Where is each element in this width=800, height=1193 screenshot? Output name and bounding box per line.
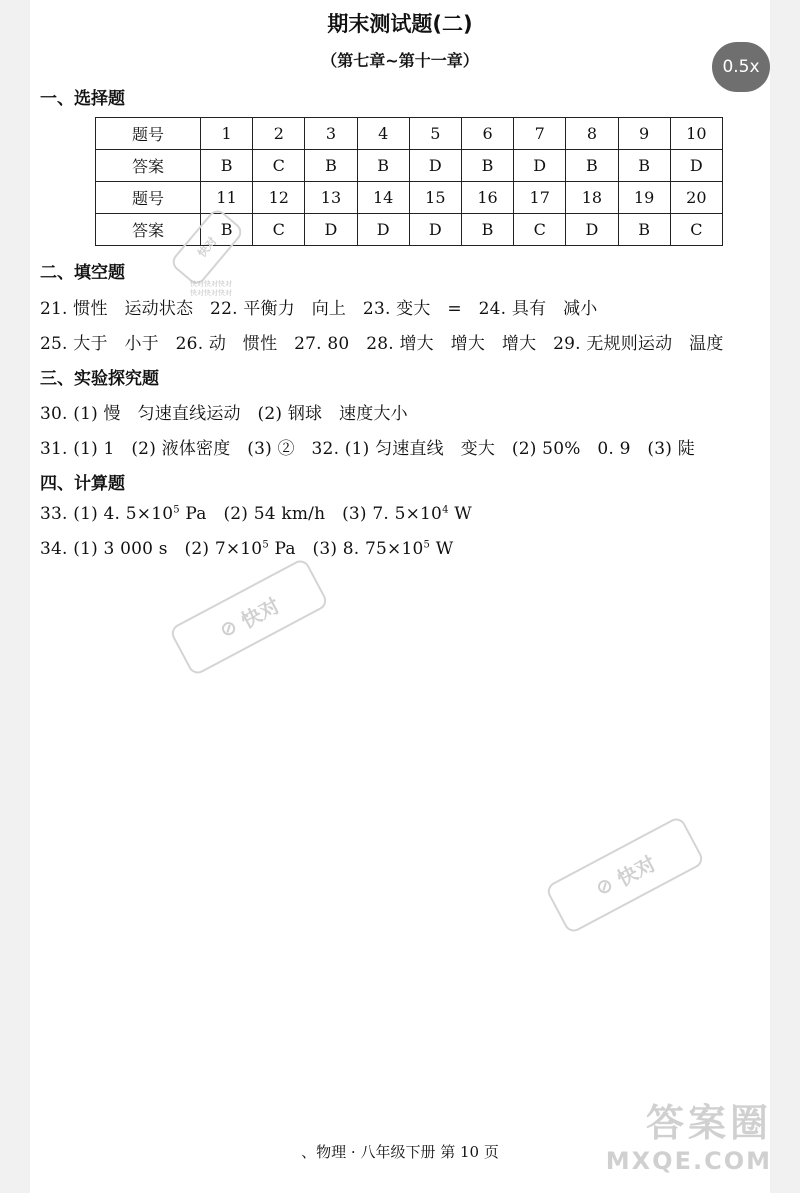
- section-fill: 二、填空题: [40, 263, 125, 283]
- table-cell: 19: [618, 182, 670, 214]
- table-cell: D: [670, 150, 722, 182]
- answer-line-25-29: 25. 大于 小于 26. 动 惯性 27. 80 28. 增大 增大 增大 29. 无规则运动 温度: [40, 334, 724, 354]
- page-footer: 、物理 · 八年级下册 第 10 页: [301, 1143, 499, 1161]
- table-cell: D: [409, 214, 461, 246]
- section-calculation: 四、计算题: [40, 474, 125, 494]
- table-cell: 8: [566, 118, 618, 150]
- table-cell: B: [201, 150, 253, 182]
- zoom-button[interactable]: 0.5x: [712, 42, 770, 92]
- table-cell: C: [253, 150, 305, 182]
- table-cell: D: [305, 214, 357, 246]
- watermark-stamp: ⊘ 快对: [168, 557, 329, 677]
- table-cell: 题号: [96, 118, 201, 150]
- table-cell: 2: [253, 118, 305, 150]
- page-title: 期末测试题(二): [327, 12, 473, 36]
- table-cell: 3: [305, 118, 357, 150]
- table-cell: 1: [201, 118, 253, 150]
- section-choice: 一、选择题: [40, 89, 125, 109]
- table-cell: 6: [461, 118, 513, 150]
- watermark-small-text: 快对快对快对 快对快对快对: [190, 280, 232, 297]
- table-cell: 12: [253, 182, 305, 214]
- table-cell: B: [201, 214, 253, 246]
- watermark-stamp-small: 快对: [169, 206, 246, 287]
- table-row: [96, 182, 723, 214]
- answer-line-33: 33. (1) 4. $5\times 10^5$ Pa (2) 54 km/h (3) 7. $5\times 10^4$ W: [40, 504, 472, 524]
- table-cell: 16: [461, 182, 513, 214]
- table-row: [96, 118, 723, 150]
- table-cell: 7: [514, 118, 566, 150]
- answer-line-34: 34. (1) 3 000 s (2) $7\times 10^5$ Pa (3) 8. $75\times 10^5$ W: [40, 539, 454, 559]
- table-cell: B: [618, 150, 670, 182]
- table-cell: B: [566, 150, 618, 182]
- table-cell: 题号: [96, 182, 201, 214]
- answer-line-21-24: 21. 惯性 运动状态 22. 平衡力 向上 23. 变大 = 24. 具有 减小: [40, 299, 598, 319]
- table-cell: C: [514, 214, 566, 246]
- table-cell: 15: [409, 182, 461, 214]
- answer-table: [95, 117, 723, 246]
- table-cell: 9: [618, 118, 670, 150]
- table-cell: B: [461, 150, 513, 182]
- answer-line-31-32: 31. (1) 1 (2) 液体密度 (3) ② 32. (1) 匀速直线 变大 (2) 50% 0. 9 (3) 陡: [40, 439, 695, 459]
- table-cell: 18: [566, 182, 618, 214]
- answer-line-30: 30. (1) 慢 匀速直线运动 (2) 钢球 速度大小: [40, 404, 408, 424]
- table-cell: C: [253, 214, 305, 246]
- table-cell: 答案: [96, 150, 201, 182]
- table-cell: 11: [201, 182, 253, 214]
- table-row: [96, 150, 723, 182]
- table-cell: 答案: [96, 214, 201, 246]
- left-margin: [0, 0, 30, 1193]
- table-cell: D: [409, 150, 461, 182]
- table-cell: C: [670, 214, 722, 246]
- table-cell: 17: [514, 182, 566, 214]
- watermark-logo-icon: ⊘: [591, 868, 624, 901]
- table-cell: B: [461, 214, 513, 246]
- section-experiment: 三、实验探究题: [40, 369, 159, 389]
- table-cell: D: [566, 214, 618, 246]
- table-cell: 4: [357, 118, 409, 150]
- site-watermark: 答案圈 MXQE.COM: [605, 1101, 772, 1175]
- table-cell: B: [618, 214, 670, 246]
- table-cell: D: [514, 150, 566, 182]
- table-cell: 20: [670, 182, 722, 214]
- table-cell: B: [305, 150, 357, 182]
- table-cell: 13: [305, 182, 357, 214]
- table-cell: D: [357, 214, 409, 246]
- page-subtitle: （第七章~第十一章）: [321, 51, 479, 70]
- watermark-logo-icon: ⊘: [215, 610, 248, 643]
- table-cell: 14: [357, 182, 409, 214]
- watermark-stamp: ⊘ 快对: [544, 815, 705, 935]
- table-cell: B: [357, 150, 409, 182]
- right-margin: [770, 0, 800, 1193]
- table-cell: 10: [670, 118, 722, 150]
- table-cell: 5: [409, 118, 461, 150]
